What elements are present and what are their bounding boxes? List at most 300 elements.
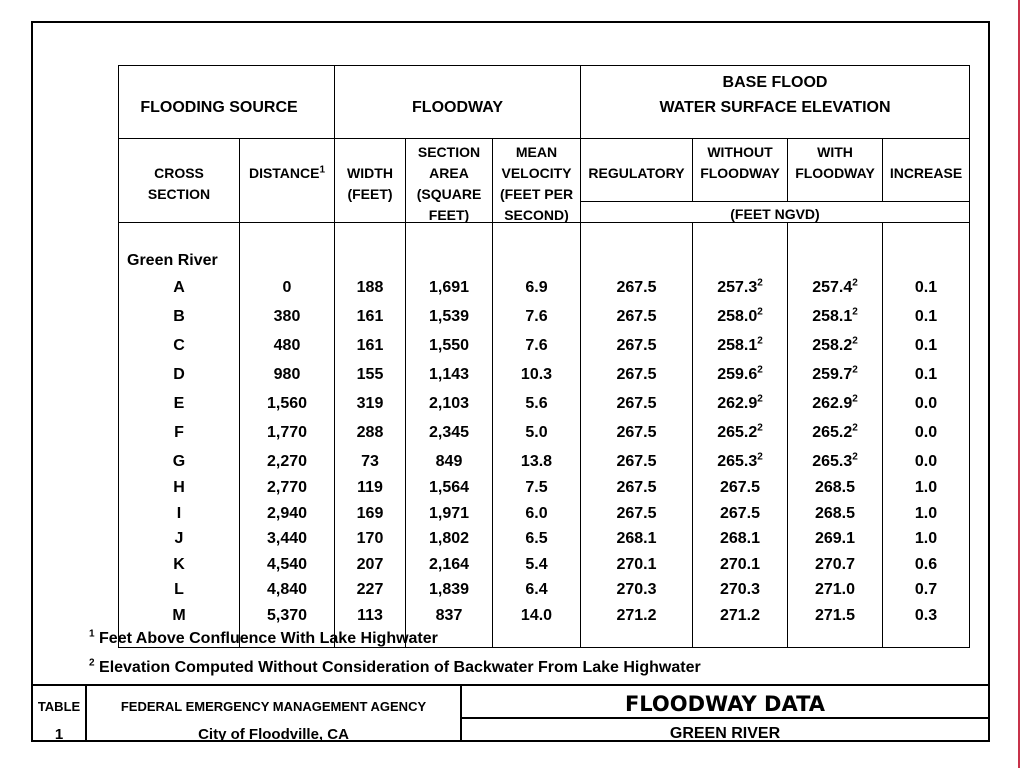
cell-width — [335, 308, 405, 326]
cell-velocity — [493, 453, 580, 471]
cell-regulatory — [581, 556, 692, 574]
community-name: City of Floodville, CA — [198, 726, 349, 743]
cell-increase — [883, 395, 969, 413]
cell-with — [788, 395, 882, 413]
cell-width-value: 227 — [356, 581, 384, 598]
cell-with-value: 258.1 — [812, 308, 853, 325]
cell-distance-value: 3,440 — [266, 530, 308, 547]
cell-without — [693, 279, 787, 297]
cell-with-value: 258.2 — [812, 337, 853, 354]
cell-area — [406, 424, 492, 442]
colhead-area-l3: (SQUARE — [416, 186, 482, 202]
header-floodway: FLOODWAY — [412, 99, 503, 116]
cell-increase — [883, 581, 969, 599]
cell-without-value: 258.1 — [717, 337, 758, 354]
cell-without-value: 257.3 — [717, 279, 758, 296]
cell-with — [788, 479, 882, 497]
cell-velocity — [493, 337, 580, 355]
cell-section — [119, 395, 239, 413]
cell-with — [788, 505, 882, 523]
cell-regulatory-value: 270.3 — [616, 581, 657, 598]
cell-section-value: M — [172, 606, 186, 624]
cell-section-value: A — [173, 279, 185, 296]
cell-section — [119, 530, 239, 548]
colhead-without-l1: WITHOUT — [707, 144, 773, 160]
cell-with-footnote-mark: 2 — [852, 277, 858, 289]
header-bfe-line2: WATER SURFACE ELEVATION — [659, 99, 891, 116]
cell-distance-value: 980 — [273, 366, 301, 383]
cell-increase-value: 0.1 — [914, 337, 938, 354]
cell-section — [119, 607, 239, 625]
cell-without — [693, 308, 787, 326]
cell-increase — [883, 556, 969, 574]
source-name: Green River — [127, 252, 218, 269]
cell-regulatory — [581, 453, 692, 471]
cell-with — [788, 337, 882, 355]
cell-increase — [883, 530, 969, 548]
cell-width — [335, 366, 405, 384]
cell-with-value: 271.0 — [814, 581, 856, 598]
cell-section — [119, 424, 239, 442]
cell-width-value: 319 — [356, 395, 384, 412]
cell-width — [335, 337, 405, 355]
cell-regulatory — [581, 505, 692, 523]
cell-width-value: 113 — [357, 606, 383, 624]
cell-section-value: F — [174, 424, 184, 441]
cell-section — [119, 505, 239, 523]
cell-without-value: 262.9 — [717, 395, 758, 412]
cell-width-value: 161 — [356, 337, 384, 354]
cell-distance — [240, 308, 334, 326]
cell-without — [693, 479, 787, 497]
cell-with-value: 265.2 — [812, 424, 853, 441]
cell-with — [788, 424, 882, 442]
cell-width — [335, 581, 405, 599]
cell-increase-value: 1.0 — [914, 479, 938, 496]
cell-velocity-value: 6.4 — [525, 581, 548, 598]
cell-without-footnote-mark: 2 — [757, 451, 763, 463]
cell-area-value: 1,550 — [428, 337, 470, 354]
cell-distance — [240, 581, 334, 599]
cell-regulatory-value: 267.5 — [616, 395, 657, 412]
cell-with — [788, 279, 882, 297]
cell-width — [335, 424, 405, 442]
cell-distance — [240, 453, 334, 471]
cell-section — [119, 581, 239, 599]
cell-section — [119, 308, 239, 326]
cell-with-value: 270.7 — [814, 555, 856, 573]
cell-increase-value: 0.0 — [914, 424, 938, 441]
footnote-2-text: Elevation Computed Without Consideration of Backwater From Lake Highwater — [99, 659, 701, 676]
colhead-without-floodway — [693, 142, 787, 184]
cell-velocity-value: 13.8 — [520, 453, 553, 470]
colhead-with-l1: WITH — [817, 144, 853, 160]
colhead-area-l4: FEET) — [428, 207, 470, 223]
cell-with — [788, 530, 882, 548]
cell-width-value: 73 — [361, 453, 379, 470]
cell-velocity-value: 7.5 — [525, 479, 548, 496]
cell-velocity — [493, 395, 580, 413]
cell-without-value: 258.0 — [717, 308, 758, 325]
cell-without-value: 271.2 — [719, 606, 761, 624]
cell-section-value: C — [173, 337, 185, 354]
cell-regulatory — [581, 395, 692, 413]
cell-area-value: 1,539 — [428, 308, 470, 325]
cell-increase-value: 1.0 — [914, 530, 938, 547]
cell-area-value: 2,164 — [428, 555, 470, 573]
cell-with-value: 268.5 — [814, 479, 856, 496]
cell-distance — [240, 424, 334, 442]
cell-with-footnote-mark: 2 — [852, 335, 858, 347]
cell-section-value: B — [173, 308, 185, 325]
cell-area — [406, 366, 492, 384]
cell-distance-value: 5,370 — [266, 606, 308, 624]
colhead-area-l2: AREA — [429, 165, 469, 181]
cell-without-value: 270.3 — [719, 581, 761, 598]
cell-distance — [240, 279, 334, 297]
cell-increase-value: 0.6 — [914, 555, 938, 573]
footnote-1-text: Feet Above Confluence With Lake Highwater — [99, 630, 438, 647]
header-bfe-line1: BASE FLOOD — [722, 74, 828, 91]
cell-increase-value: 0.7 — [914, 581, 938, 598]
cell-regulatory — [581, 530, 692, 548]
cell-distance — [240, 530, 334, 548]
cell-regulatory-value: 267.5 — [616, 453, 657, 470]
cell-velocity — [493, 607, 580, 625]
cell-area-value: 2,103 — [428, 395, 470, 412]
cell-section-value: J — [174, 530, 184, 547]
cell-without-footnote-mark: 2 — [757, 306, 763, 318]
colhead-velocity-l2: VELOCITY — [501, 165, 572, 181]
cell-increase — [883, 479, 969, 497]
cell-increase-value: 0.3 — [914, 606, 938, 624]
cell-area — [406, 279, 492, 297]
floodway-data-table — [118, 65, 970, 648]
cell-width-value: 161 — [356, 308, 384, 325]
cell-without — [693, 581, 787, 599]
cell-increase — [883, 337, 969, 355]
cell-width — [335, 395, 405, 413]
cell-section-value: H — [173, 479, 185, 496]
titleblock-top-rule — [33, 684, 988, 686]
footnote-1-mark: 1 — [89, 628, 95, 640]
cell-distance-value: 380 — [273, 308, 301, 325]
colhead-cross-section-l1: CROSS — [154, 165, 204, 181]
cell-without — [693, 453, 787, 471]
cell-velocity — [493, 424, 580, 442]
colhead-area-l1: SECTION — [417, 144, 481, 160]
cell-regulatory — [581, 479, 692, 497]
cell-without-footnote-mark: 2 — [757, 335, 763, 347]
cell-area — [406, 505, 492, 523]
cell-with-value: 257.4 — [812, 279, 853, 296]
cell-section — [119, 453, 239, 471]
cell-without — [693, 424, 787, 442]
colhead-distance-label: DISTANCE — [248, 165, 320, 181]
cell-without-footnote-mark: 2 — [757, 364, 763, 376]
colhead-section-area — [406, 142, 492, 226]
colhead-velocity-l3: (FEET PER — [499, 186, 574, 202]
cell-with-footnote-mark: 2 — [852, 306, 858, 318]
cell-regulatory-value: 267.5 — [616, 308, 657, 325]
cell-area-value: 1,691 — [428, 279, 470, 296]
cell-width — [335, 505, 405, 523]
cell-regulatory-value: 267.5 — [616, 424, 657, 441]
cell-velocity-value: 7.6 — [525, 337, 548, 354]
cell-without-value: 265.3 — [717, 453, 758, 470]
cell-regulatory — [581, 308, 692, 326]
colhead-units: (FEET NGVD) — [730, 206, 820, 222]
cell-with-footnote-mark: 2 — [852, 364, 858, 376]
cell-width-value: 169 — [356, 504, 384, 522]
cell-increase — [883, 505, 969, 523]
header-flooding-source: FLOODING SOURCE — [140, 99, 298, 116]
colhead-cross-section-l2: SECTION — [147, 186, 211, 202]
cell-velocity — [493, 581, 580, 599]
cell-velocity-value: 6.0 — [525, 504, 548, 522]
cell-area — [406, 581, 492, 599]
colhead-velocity-l4: SECOND) — [504, 207, 569, 223]
colhead-with-floodway — [788, 142, 882, 184]
cell-increase-value: 0.0 — [914, 395, 938, 412]
cell-velocity-value: 5.4 — [525, 555, 548, 573]
cell-increase — [883, 453, 969, 471]
colhead-distance — [240, 163, 334, 184]
cell-area — [406, 308, 492, 326]
cell-with-footnote-mark: 2 — [852, 451, 858, 463]
footnote-1 — [89, 630, 438, 648]
cell-width-value: 207 — [356, 555, 384, 573]
cell-without-value: 268.1 — [719, 530, 761, 547]
cell-regulatory-value: 267.5 — [616, 366, 657, 383]
cell-regulatory — [581, 337, 692, 355]
cell-without — [693, 607, 787, 625]
cell-without — [693, 530, 787, 548]
cell-distance-value: 2,940 — [266, 504, 308, 522]
colhead-velocity-l1: MEAN — [515, 144, 558, 160]
cell-velocity — [493, 479, 580, 497]
document-title: FLOODWAY DATA — [624, 692, 826, 716]
cell-with-value: 262.9 — [812, 395, 853, 412]
colhead-with-l2: FLOODWAY — [795, 165, 875, 181]
titleblock-mid-rule — [460, 717, 988, 719]
cell-area-value: 837 — [435, 606, 463, 624]
cell-with-value: 259.7 — [812, 366, 853, 383]
footnote-2 — [89, 659, 701, 677]
cell-with — [788, 607, 882, 625]
cell-increase-value: 0.1 — [914, 366, 938, 383]
cell-with — [788, 556, 882, 574]
cell-regulatory — [581, 607, 692, 625]
cell-section — [119, 556, 239, 574]
cell-distance — [240, 556, 334, 574]
cell-with-value: 271.5 — [814, 606, 856, 624]
colhead-cross-section — [119, 163, 239, 205]
cell-without-footnote-mark: 2 — [757, 393, 763, 405]
header-rule-units — [581, 201, 969, 202]
cell-area-value: 1,802 — [428, 530, 470, 547]
cell-velocity-value: 14.0 — [520, 606, 553, 624]
cell-with-footnote-mark: 2 — [852, 422, 858, 434]
cell-section-value: G — [172, 453, 186, 470]
cell-without-footnote-mark: 2 — [757, 422, 763, 434]
cell-regulatory-value: 268.1 — [616, 530, 657, 547]
cell-with-value: 265.3 — [812, 453, 853, 470]
cell-distance-value: 4,540 — [266, 555, 308, 573]
cell-without-value: 265.2 — [717, 424, 758, 441]
cell-without-value: 259.6 — [717, 366, 758, 383]
cell-section — [119, 337, 239, 355]
cell-distance — [240, 607, 334, 625]
cell-regulatory — [581, 366, 692, 384]
cell-section — [119, 479, 239, 497]
cell-increase — [883, 607, 969, 625]
cell-velocity — [493, 530, 580, 548]
cell-regulatory-value: 270.1 — [616, 555, 657, 573]
footnote-2-mark: 2 — [89, 657, 95, 669]
cell-with — [788, 453, 882, 471]
cell-velocity-value: 6.9 — [525, 279, 548, 296]
cell-area — [406, 556, 492, 574]
cell-area — [406, 530, 492, 548]
cell-distance-value: 4,840 — [266, 581, 308, 598]
cell-regulatory-value: 267.5 — [616, 279, 657, 296]
cell-velocity — [493, 505, 580, 523]
cell-with — [788, 308, 882, 326]
cell-area-value: 1,143 — [428, 366, 470, 383]
cell-distance-value: 2,770 — [266, 479, 308, 496]
cell-with-value: 269.1 — [814, 530, 856, 547]
cell-velocity — [493, 279, 580, 297]
cell-width — [335, 607, 405, 625]
cell-area — [406, 395, 492, 413]
cell-width-value: 288 — [356, 424, 384, 441]
cell-velocity-value: 5.0 — [525, 424, 548, 441]
cell-with-value: 268.5 — [814, 504, 856, 522]
cell-section-value: L — [174, 581, 184, 598]
colhead-increase: INCREASE — [889, 165, 963, 181]
cell-without — [693, 505, 787, 523]
colhead-without-l2: FLOODWAY — [700, 165, 780, 181]
cell-area-value: 849 — [435, 453, 463, 470]
agency-name: FEDERAL EMERGENCY MANAGEMENT AGENCY — [120, 699, 427, 714]
cell-without — [693, 337, 787, 355]
cell-area-value: 1,839 — [428, 581, 470, 598]
cell-distance-value: 480 — [273, 337, 301, 354]
cell-without-value: 267.5 — [719, 479, 761, 496]
cell-velocity — [493, 556, 580, 574]
colhead-distance-sup: 1 — [319, 164, 326, 176]
document-subtitle: GREEN RIVER — [669, 725, 781, 742]
table-label: TABLE — [37, 699, 81, 714]
cell-distance-value: 1,560 — [266, 395, 308, 412]
cell-without-value: 267.5 — [719, 504, 761, 522]
cell-increase — [883, 424, 969, 442]
cell-regulatory-value: 267.5 — [616, 337, 657, 354]
cell-regulatory-value: 271.2 — [616, 606, 657, 624]
cell-distance-value: 1,770 — [266, 424, 308, 441]
cell-area — [406, 453, 492, 471]
colhead-width — [335, 163, 405, 205]
colhead-mean-velocity — [493, 142, 580, 226]
cell-velocity-value: 6.5 — [525, 530, 548, 547]
cell-width — [335, 556, 405, 574]
cell-section — [119, 279, 239, 297]
cell-area-value: 2,345 — [428, 424, 470, 441]
cell-increase-value: 0.1 — [914, 308, 938, 325]
cell-distance — [240, 366, 334, 384]
cell-regulatory — [581, 424, 692, 442]
cell-regulatory — [581, 279, 692, 297]
cell-width — [335, 453, 405, 471]
cell-without — [693, 556, 787, 574]
header-rule-1 — [119, 138, 969, 139]
cell-without — [693, 366, 787, 384]
cell-width — [335, 279, 405, 297]
cell-width-value: 119 — [357, 479, 383, 496]
cell-increase-value: 0.0 — [914, 453, 938, 470]
cell-regulatory-value: 267.5 — [616, 479, 657, 496]
cell-area-value: 1,564 — [428, 479, 470, 496]
cell-increase — [883, 366, 969, 384]
document-frame — [31, 21, 990, 742]
cell-velocity-value: 5.6 — [525, 395, 548, 412]
colhead-regulatory: REGULATORY — [588, 165, 685, 181]
cell-distance — [240, 479, 334, 497]
cell-distance — [240, 505, 334, 523]
cell-section-value: I — [176, 504, 182, 522]
cell-distance — [240, 337, 334, 355]
table-number: 1 — [54, 726, 64, 743]
cell-section-value: E — [173, 395, 185, 412]
cell-without — [693, 395, 787, 413]
cell-width-value: 155 — [356, 366, 384, 383]
cell-regulatory-value: 267.5 — [616, 504, 657, 522]
cell-with — [788, 581, 882, 599]
cell-area-value: 1,971 — [428, 504, 470, 522]
cell-regulatory — [581, 581, 692, 599]
cell-distance — [240, 395, 334, 413]
cell-without-value: 270.1 — [719, 555, 761, 573]
cell-velocity — [493, 366, 580, 384]
cell-velocity-value: 7.6 — [525, 308, 548, 325]
cell-width — [335, 530, 405, 548]
cell-velocity — [493, 308, 580, 326]
cell-distance-value: 2,270 — [266, 453, 308, 470]
page-edge-line — [1018, 0, 1020, 768]
cell-without-footnote-mark: 2 — [757, 277, 763, 289]
cell-section-value: K — [173, 555, 185, 573]
cell-with-footnote-mark: 2 — [852, 393, 858, 405]
cell-area — [406, 479, 492, 497]
cell-area — [406, 607, 492, 625]
cell-width — [335, 479, 405, 497]
cell-section-value: D — [173, 366, 185, 383]
cell-width-value: 188 — [356, 279, 384, 296]
cell-distance-value: 0 — [282, 279, 292, 296]
cell-section — [119, 366, 239, 384]
cell-with — [788, 366, 882, 384]
colhead-width-l1: WIDTH — [347, 165, 393, 181]
cell-velocity-value: 10.3 — [520, 366, 553, 383]
cell-increase — [883, 279, 969, 297]
colhead-width-l2: (FEET) — [347, 186, 393, 202]
cell-increase-value: 1.0 — [914, 504, 938, 522]
cell-increase-value: 0.1 — [914, 279, 938, 296]
cell-increase — [883, 308, 969, 326]
cell-width-value: 170 — [356, 530, 384, 547]
cell-area — [406, 337, 492, 355]
